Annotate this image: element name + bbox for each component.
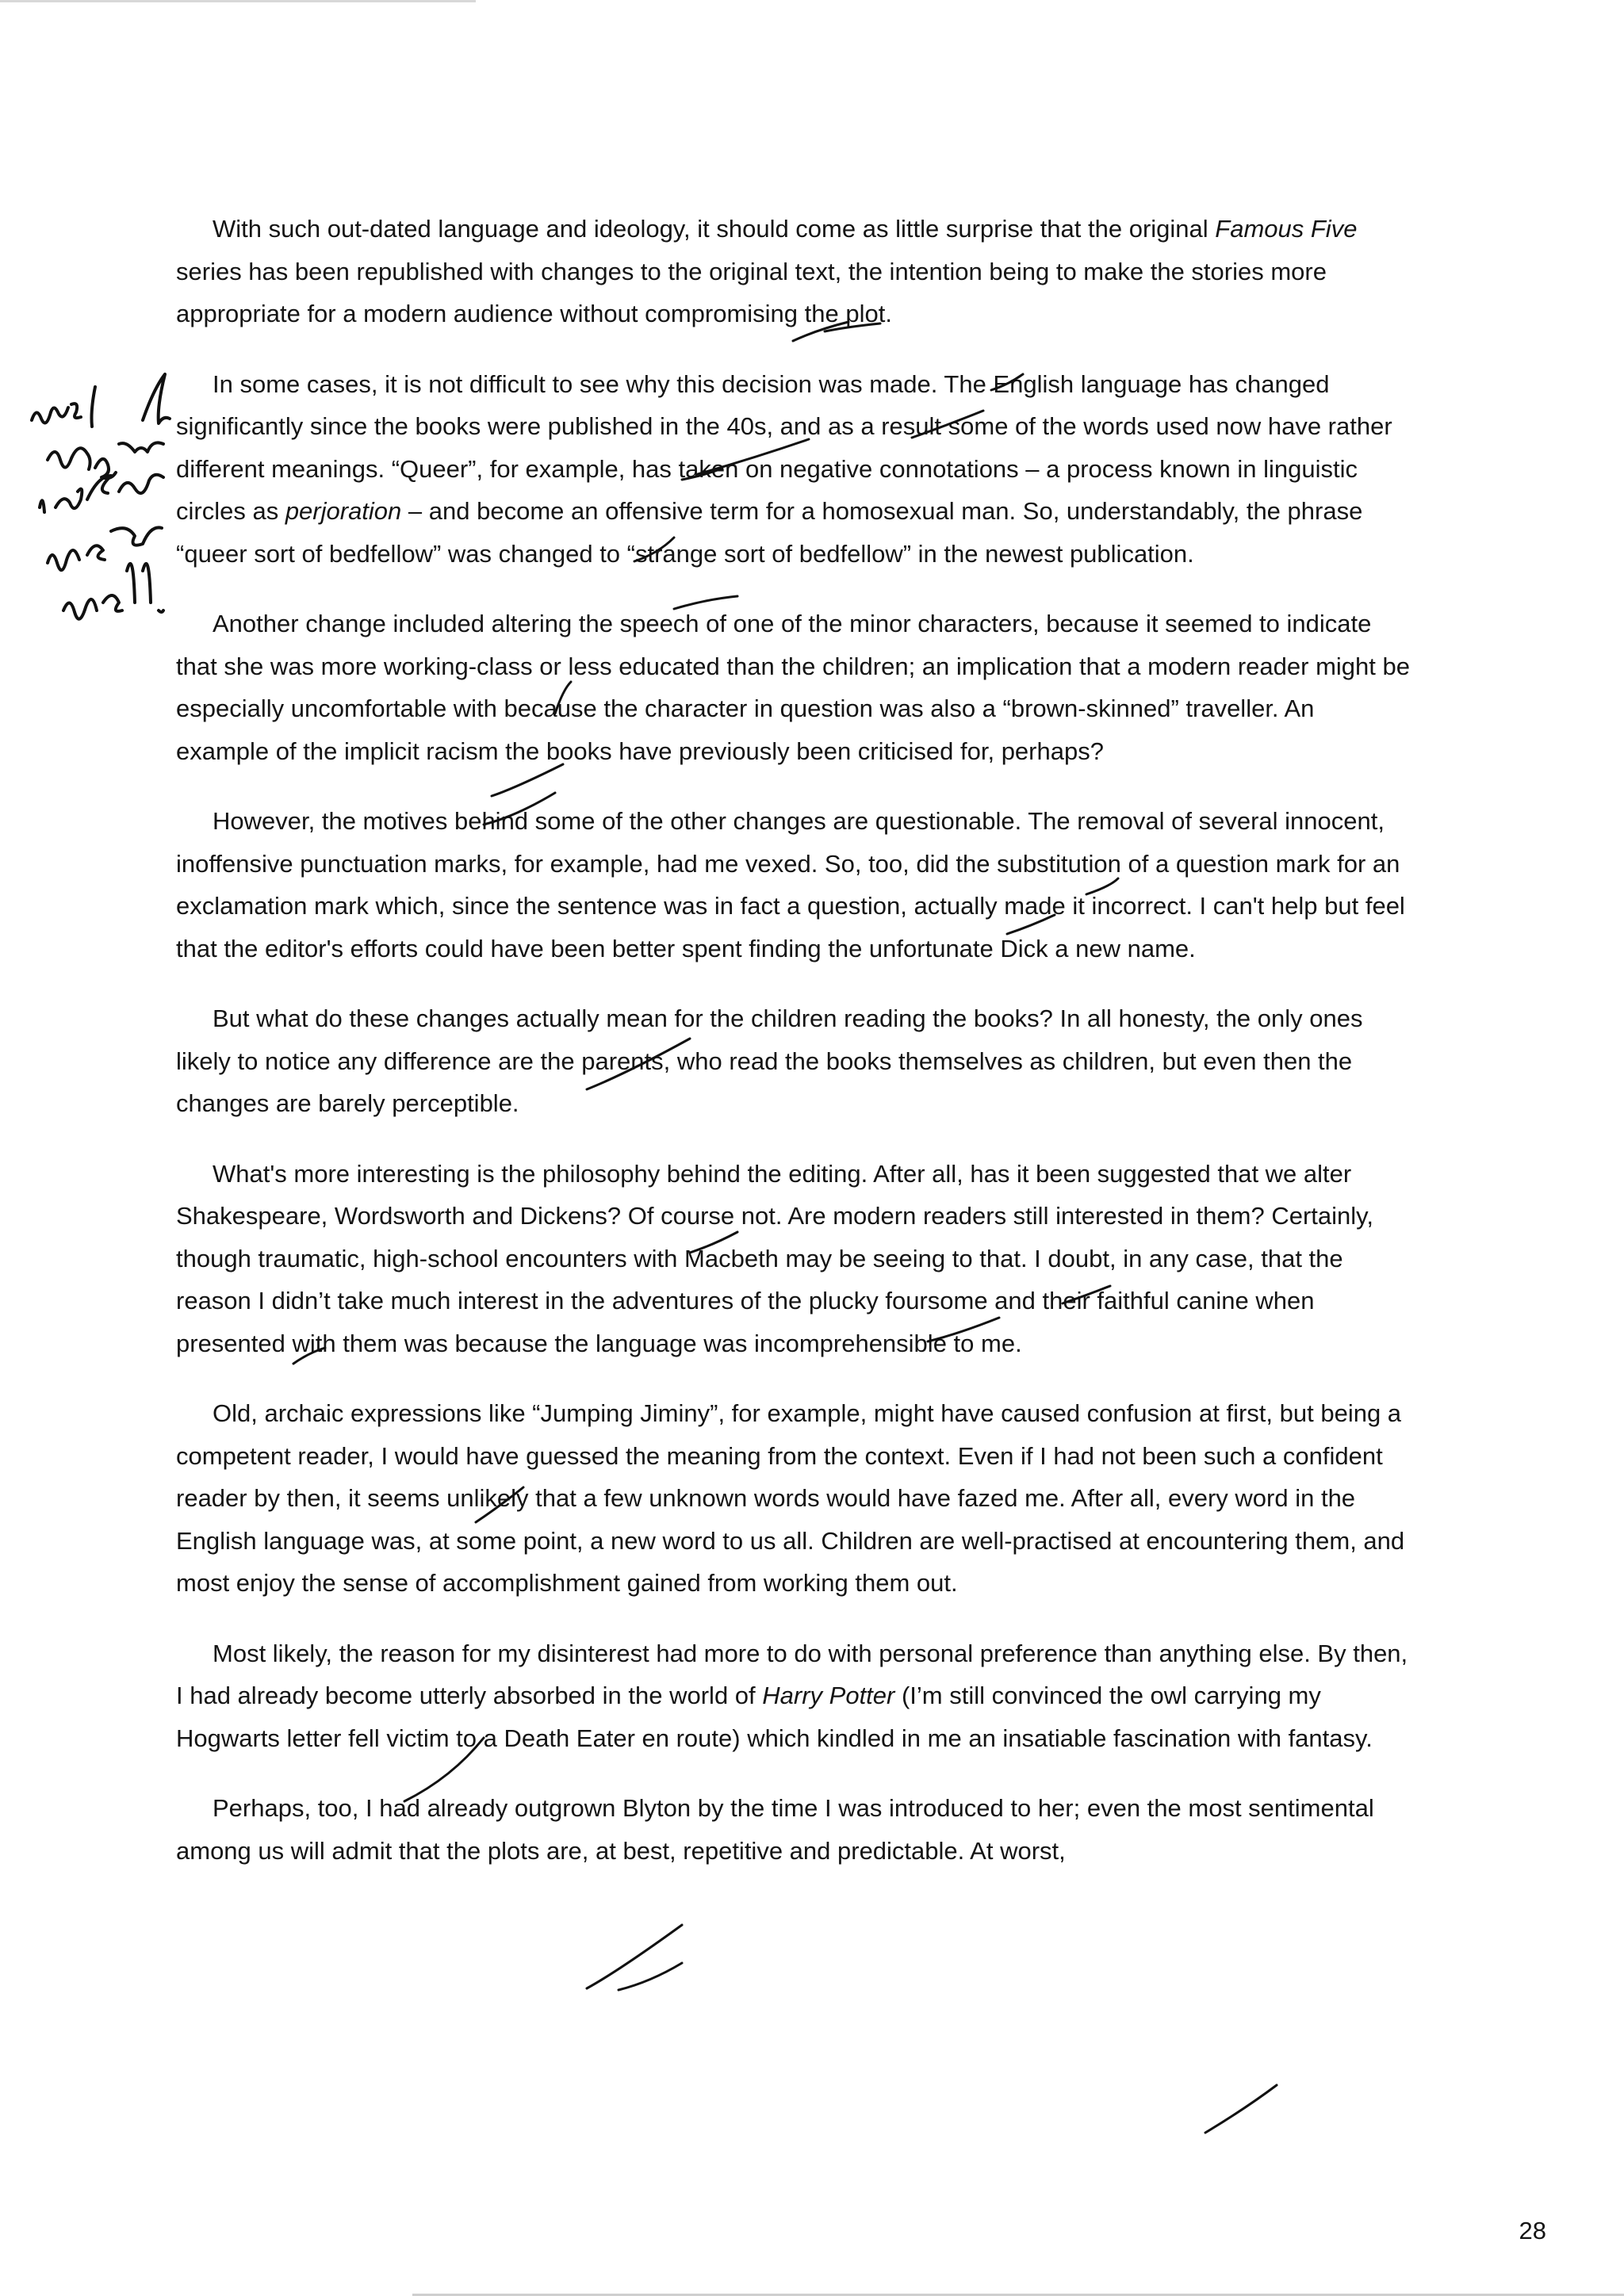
tick-mark	[619, 1963, 682, 1990]
page-number: 28	[1519, 2217, 1546, 2244]
paragraph-6: What's more interesting is the philosophy behind the editing. After all, has it been suggested that we alter Shakespeare, Wordsworth and Dickens? Of course not. Are modern readers still interested in them? Certainly, though traumatic, high-school encounters with Macbeth may be seeing to that. I doubt, in any case, that the reason I didn’t take much interest in the adventures of the plucky foursome and their faithful canine when presented with them was because the language was incomprehensible to me.	[176, 1159, 1373, 1357]
tick-mark	[587, 1925, 682, 1988]
paragraph-9: Perhaps, too, I had already outgrown Blyton by the time I was introduced to her; even the most sentimental among us will admit that the plots are, at best, repetitive and predictable. At worst,	[176, 1794, 1374, 1865]
paragraph-2: In some cases, it is not difficult to see why this decision was made. The English language has changed significantly since the books were published in the 40s, and as a result some of the words used now have rather different meanings. “Queer”, for example, has taken on negative connotations – a process known in linguistic circles as perjoration – and become an offensive term for a homosexual man. So, understandably, the phrase “queer sort of bedfellow” was changed to “strange sort of bedfellow” in the newest publication.	[176, 369, 1392, 568]
paragraph-8: Most likely, the reason for my disinterest had more to do with personal preference than anything else. By then, I had already become utterly absorbed in the world of Harry Potter (I’m still convinced the owl carrying my Hogwarts letter fell victim to a Death Eater en route) which kindled in me an insatiable fascination with fantasy.	[176, 1639, 1408, 1752]
paragraph-5: But what do these changes actually mean for the children reading the books? In all honesty, the only ones likely to notice any difference are the parents, who read the books themselves as children, but even then the changes are barely perceptible.	[176, 1004, 1363, 1117]
scan-edge-top	[0, 0, 476, 2]
paragraph-4: However, the motives behind some of the other changes are questionable. The removal of several innocent, inoffensive punctuation marks, for example, had me vexed. So, too, did the substitution of a question mark for an exclamation mark which, since the sentence was in fact a question, actually made it incorrect. I can't help but feel that the editor's efforts could have been better spent finding the unfortunate Dick a new name.	[176, 807, 1405, 962]
paragraph-7: Old, archaic expressions like “Jumping Jiminy”, for example, might have caused confusion at first, but being a competent reader, I would have guessed the meaning from the context. Even if I had not been such a confident reader by then, it seems unlikely that a few unknown words would have fazed me. After all, every word in the English language was, at some point, a new word to us all. Children are well-practised at encountering them, and most enjoy the sense of accomplishment gained from working them out.	[176, 1399, 1405, 1597]
paragraph-1: With such out-dated language and ideology, it should come as little surprise that the original Famous Five series has been republished with changes to the original text, the intention being to make the stories more appropriate for a modern audience without compromising the plot.	[176, 215, 1358, 327]
tick-mark	[1205, 2085, 1277, 2133]
paragraph-3: Another change included altering the speech of one of the minor characters, because it seemed to indicate that she was more working-class or less educated than the children; an implication that a modern reader might be especially uncomfortable with because the character in question was also a “brown-skinned” traveller. An example of the implicit racism the books have previously been criticised for, perhaps?	[176, 610, 1410, 765]
essay-body	[176, 208, 1411, 1900]
